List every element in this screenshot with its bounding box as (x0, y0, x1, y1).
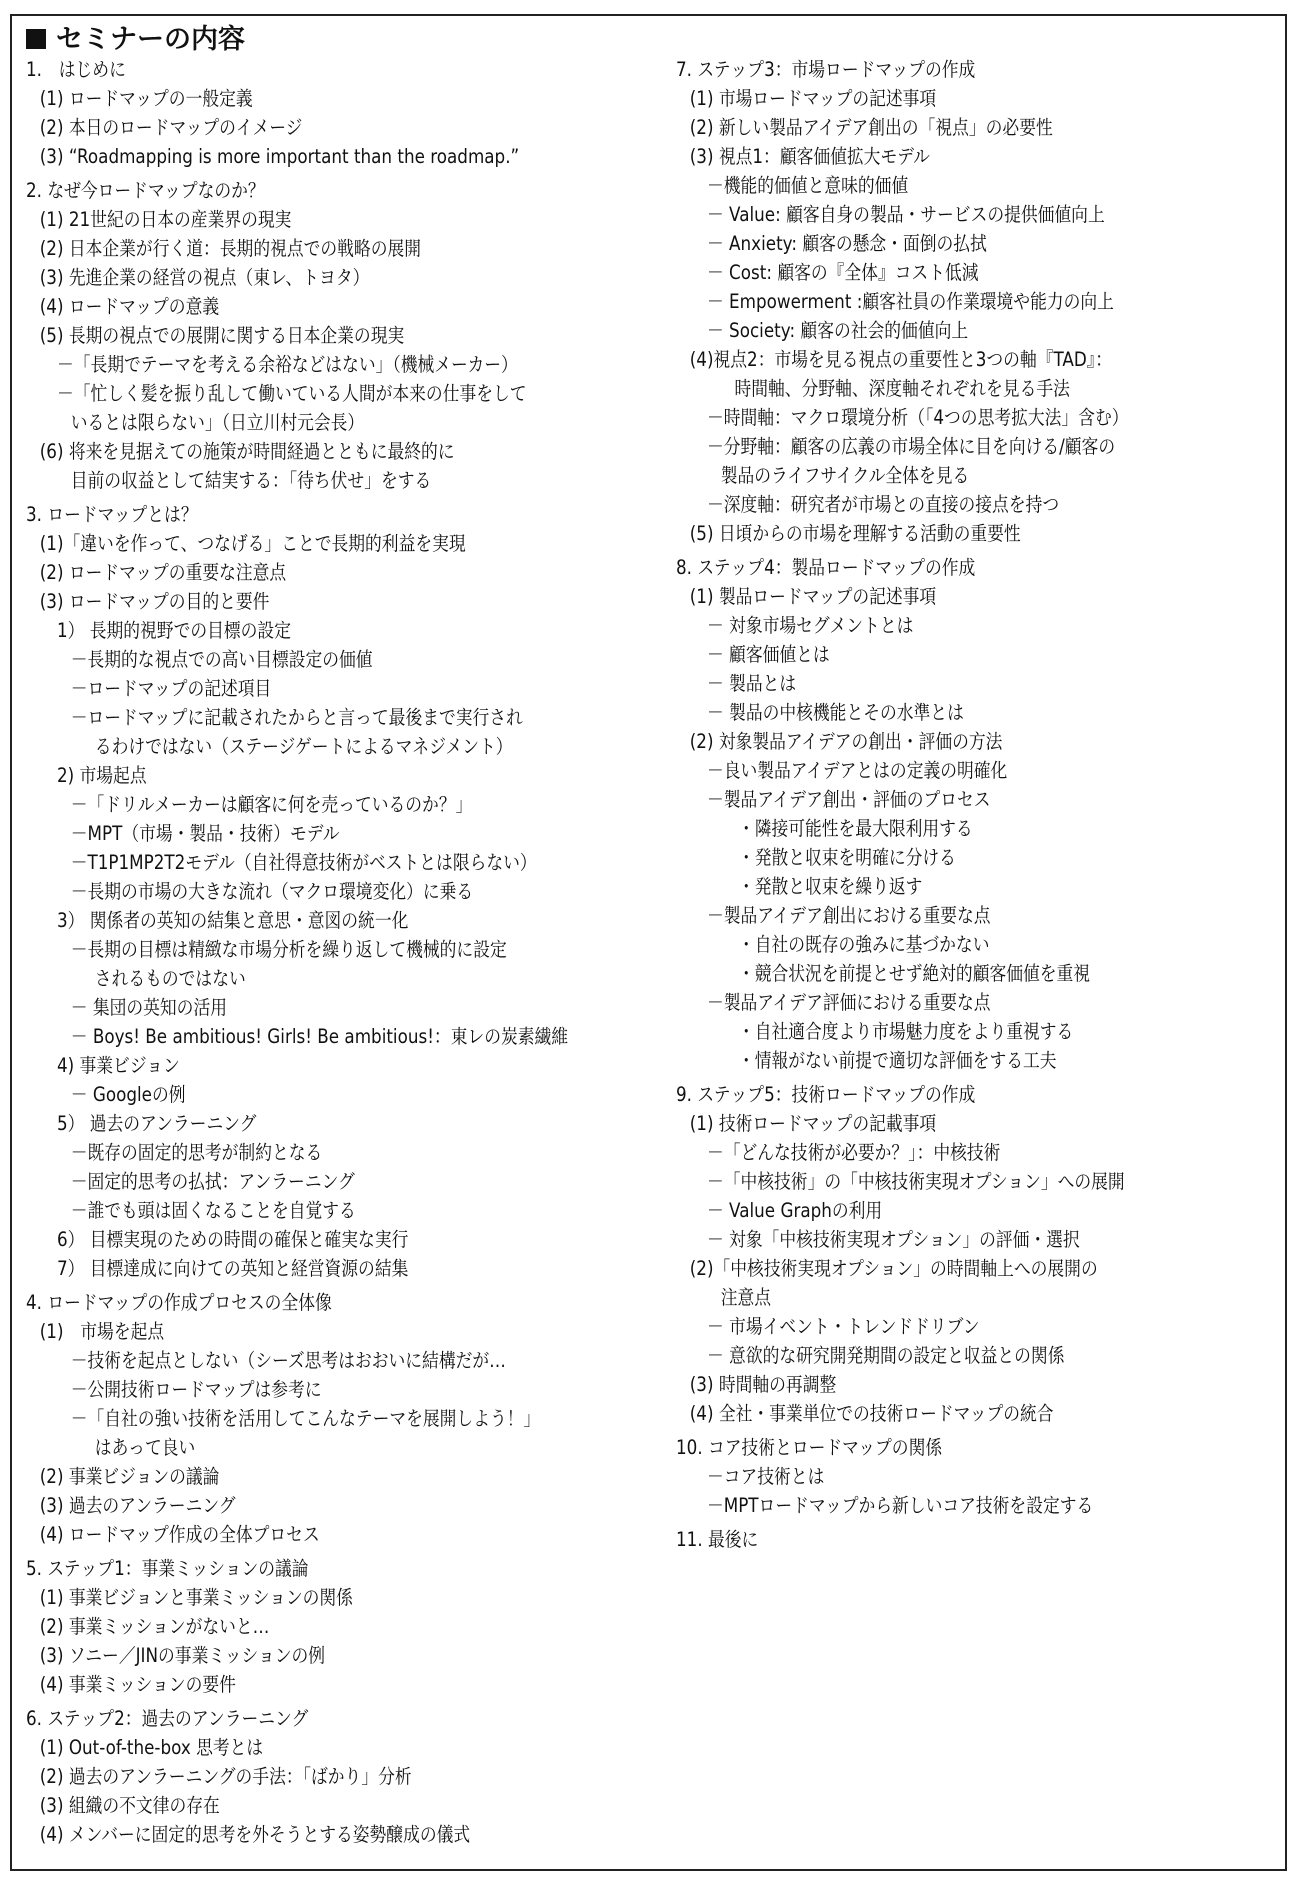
outline-item: － 顧客価値とは (706, 643, 830, 666)
outline-item: はあって良い (94, 1436, 196, 1459)
outline-section (26, 500, 676, 1283)
outline-item: (1) 製品ロードマップの記述事項 (689, 585, 937, 608)
outline-item: (1)「違いを作って、つなげる」ことで長期的利益を実現 (39, 532, 466, 555)
outline-item: されるものではない (94, 967, 246, 990)
left-column (26, 55, 676, 1854)
outline-section (26, 1704, 676, 1849)
outline-item: －時間軸：マクロ環境分析（「4つの思考拡大法」含む） (706, 406, 1129, 429)
outline-section (26, 176, 676, 495)
section-heading: 8. ステップ4：製品ロードマップの作成 (676, 556, 976, 579)
outline-item: ・発散と収束を明確に分ける (737, 846, 956, 869)
outline-item: －製品アイデア創出・評価のプロセス (706, 788, 991, 811)
outline-item: (2) ロードマップの重要な注意点 (39, 561, 287, 584)
outline-item: －製品アイデア創出における重要な点 (706, 904, 991, 927)
outline-section (676, 1433, 1276, 1520)
outline-item: (1) 21世紀の日本の産業界の現実 (39, 208, 292, 231)
outline-item: (2) 事業ビジョンの議論 (39, 1465, 220, 1488)
outline-item: 1） 長期的視野での目標の設定 (56, 619, 291, 642)
outline-item: －長期の目標は精緻な市場分析を繰り返して機械的に設定 (70, 938, 507, 961)
outline-item: (4)視点2：市場を見る視点の重要性と3つの軸『TAD』： (689, 348, 1112, 371)
outline-item: －「長期でテーマを考える余裕などはない」（機械メーカー） (56, 353, 518, 376)
outline-item: (1) 市場を起点 (39, 1320, 165, 1343)
outline-item: (3) 組織の不文律の存在 (39, 1794, 220, 1817)
outline-item: (6) 将来を見据えての施策が時間経過とともに最終的に (39, 440, 455, 463)
outline-item: －ロードマップの記述項目 (70, 677, 272, 700)
page-title-text: セミナーの内容 (56, 24, 245, 55)
square-bullet-icon (26, 29, 46, 49)
section-heading: 7. ステップ3：市場ロードマップの作成 (676, 58, 976, 81)
outline-item: －既存の固定的思考が制約となる (70, 1141, 323, 1164)
right-column (676, 55, 1276, 1559)
outline-item: (2) 事業ミッションがないと… (39, 1615, 270, 1638)
outline-item: －良い製品アイデアとはの定義の明確化 (706, 759, 1008, 782)
section-heading: 9. ステップ5：技術ロードマップの作成 (676, 1083, 976, 1106)
outline-item: (3) 先進企業の経営の視点（東レ、トヨタ） (39, 266, 370, 289)
section-heading: 5. ステップ1：事業ミッションの議論 (26, 1557, 309, 1580)
outline-section (26, 55, 676, 171)
outline-item: (3) “Roadmapping is more important than the roadmap.” (39, 145, 520, 168)
outline-item: (2)「中核技術実現オプション」の時間軸上への展開の (689, 1257, 1098, 1280)
outline-item: (4) メンバーに固定的思考を外そうとする姿勢醸成の儀式 (39, 1823, 471, 1846)
outline-item: 6） 目標実現のための時間の確保と確実な実行 (56, 1228, 409, 1251)
outline-item: (2) 日本企業が行く道：長期的視点での戦略の展開 (39, 237, 422, 260)
outline-item: －深度軸：研究者が市場との直接の接点を持つ (706, 493, 1060, 516)
outline-item: －MPTロードマップから新しいコア技術を設定する (706, 1494, 1094, 1517)
outline-item: － Value Graphの利用 (706, 1199, 883, 1222)
outline-item: (2) 過去のアンラーニングの手法：「ばかり」分析 (39, 1765, 412, 1788)
outline-item: － 対象市場セグメントとは (706, 614, 914, 637)
outline-item: －長期の市場の大きな流れ（マクロ環境変化）に乗る (70, 880, 474, 903)
outline-item: －公開技術ロードマップは参考に (70, 1378, 322, 1401)
section-heading: 2. なぜ今ロードマップなのか？ (26, 179, 265, 202)
section-heading: 1. はじめに (26, 58, 126, 81)
outline-item: － Society: 顧客の社会的価値向上 (706, 319, 969, 342)
outline-item: ・隣接可能性を最大限利用する (737, 817, 973, 840)
outline-item: 2) 市場起点 (56, 764, 147, 787)
outline-item: －「中核技術」の「中核技術実現オプション」への展開 (706, 1170, 1125, 1193)
outline-item: －製品アイデア評価における重要な点 (706, 991, 991, 1014)
outline-item: － 製品の中核機能とその水準とは (706, 701, 964, 724)
outline-item: 製品のライフサイクル全体を見る (720, 464, 970, 487)
section-heading: 4. ロードマップの作成プロセスの全体像 (26, 1291, 332, 1314)
section-heading: 6. ステップ2：過去のアンラーニング (26, 1707, 309, 1730)
outline-item: －「自社の強い技術を活用してこんなテーマを展開しよう！」 (70, 1407, 541, 1430)
outline-item: (1) ロードマップの一般定義 (39, 87, 253, 110)
outline-item: (4) 事業ミッションの要件 (39, 1673, 236, 1696)
section-heading: 11. 最後に (676, 1528, 759, 1551)
outline-item: － 集団の英知の活用 (70, 996, 227, 1019)
outline-item: (4) ロードマップの意義 (39, 295, 220, 318)
section-heading: 3. ロードマップとは？ (26, 503, 198, 526)
outline-item: －固定的思考の払拭：アンラーニング (70, 1170, 355, 1193)
outline-item: (4) ロードマップ作成の全体プロセス (39, 1523, 320, 1546)
outline-section (26, 1554, 676, 1699)
outline-item: －ロードマップに記載されたからと言って最後まで実行され (70, 706, 523, 729)
outline-item: － Cost: 顧客の『全体』コスト低減 (706, 261, 979, 284)
outline-item: 5） 過去のアンラーニング (56, 1112, 257, 1135)
outline-item: ・発散と収束を繰り返す (737, 875, 923, 898)
outline-item: (1) 技術ロードマップの記載事項 (689, 1112, 937, 1135)
outline-item: (3) ソニー／JINの事業ミッションの例 (39, 1644, 326, 1667)
outline-item: － 市場イベント・トレンドドリブン (706, 1315, 980, 1338)
outline-item: (4) 全社・事業単位での技術ロードマップの統合 (689, 1402, 1054, 1425)
outline-section (676, 1525, 1276, 1554)
outline-item: るわけではない（ステージゲートによるマネジメント） (94, 735, 513, 758)
outline-item: (2) 新しい製品アイデア創出の「視点」の必要性 (689, 116, 1053, 139)
outline-section (676, 1080, 1276, 1428)
outline-item: (1) 事業ビジョンと事業ミッションの関係 (39, 1586, 353, 1609)
outline-item: －「忙しく髪を振り乱して働いている人間が本来の仕事をして (56, 382, 527, 405)
outline-item: ・競合状況を前提とせず絶対的顧客価値を重視 (737, 962, 1091, 985)
outline-item: (5) 日頃からの市場を理解する活動の重要性 (689, 522, 1021, 545)
outline-item: 注意点 (720, 1286, 772, 1309)
outline-item: － Anxiety: 顧客の懸念・面倒の払拭 (706, 232, 987, 255)
outline-item: 4) 事業ビジョン (56, 1054, 180, 1077)
outline-item: 時間軸、分野軸、深度軸それぞれを見る手法 (734, 377, 1070, 400)
outline-item: －長期的な視点での高い目標設定の価値 (70, 648, 373, 671)
outline-item: － 製品とは (706, 672, 797, 695)
outline-item: 目前の収益として結実する：「待ち伏せ」をする (70, 469, 432, 492)
outline-item: ・自社適合度より市場魅力度をより重視する (737, 1020, 1074, 1043)
outline-item: －「ドリルメーカーは顧客に何を売っているのか？」 (70, 793, 473, 816)
outline-item: ・自社の既存の強みに基づかない (737, 933, 990, 956)
outline-item: －機能的価値と意味的価値 (706, 174, 909, 197)
outline-section (26, 1288, 676, 1549)
outline-item: － Googleの例 (70, 1083, 186, 1106)
outline-item: (5) 長期の視点での展開に関する日本企業の現実 (39, 324, 405, 347)
outline-item: (3) ロードマップの目的と要件 (39, 590, 270, 613)
outline-item: －分野軸：顧客の広義の市場全体に目を向ける/顧客の (706, 435, 1116, 458)
outline-item: －MPT（市場・製品・技術）モデル (70, 822, 340, 845)
outline-item: (3) 時間軸の再調整 (689, 1373, 837, 1396)
outline-item: (1) 市場ロードマップの記述事項 (689, 87, 937, 110)
outline-section (676, 553, 1276, 1075)
outline-item: － Boys! Be ambitious! Girls! Be ambitious!：東レの炭素繊維 (70, 1025, 569, 1048)
page-title (26, 17, 245, 56)
outline-item: (1) Out-of-the-box 思考とは (39, 1736, 264, 1759)
outline-item: (2) 本日のロードマップのイメージ (39, 116, 303, 139)
outline-item: －誰でも頭は固くなることを自覚する (70, 1199, 356, 1222)
outline-item: －技術を起点としない（シーズ思考はおおいに結構だが… (70, 1349, 506, 1372)
outline-item: － Value: 顧客自身の製品・サービスの提供価値向上 (706, 203, 1105, 226)
outline-item: 7） 目標達成に向けての英知と経営資源の結集 (56, 1257, 409, 1280)
outline-item: 3） 関係者の英知の結集と意思・意図の統一化 (56, 909, 409, 932)
outline-item: いるとは限らない」（日立川村元会長） (70, 411, 365, 434)
outline-item: ・情報がない前提で適切な評価をする工夫 (737, 1049, 1057, 1072)
outline-item: (3) 視点1：顧客価値拡大モデル (689, 145, 930, 168)
outline-item: － 対象「中核技術実現オプション」の評価・選択 (706, 1228, 1080, 1251)
outline-item: (3) 過去のアンラーニング (39, 1494, 236, 1517)
outline-item: － Empowerment :顧客社員の作業環境や能力の向上 (706, 290, 1114, 313)
outline-item: (2) 対象製品アイデアの創出・評価の方法 (689, 730, 1003, 753)
outline-item: －コア技術とは (706, 1465, 825, 1488)
outline-item: －「どんな技術が必要か？」：中核技術 (706, 1141, 1001, 1164)
outline-section (676, 55, 1276, 548)
section-heading: 10. コア技術とロードマップの関係 (676, 1436, 943, 1459)
outline-item: － 意欲的な研究開発期間の設定と収益との関係 (706, 1344, 1065, 1367)
outline-item: －T1P1MP2T2モデル（自社得意技術がベストとは限らない） (70, 851, 537, 874)
